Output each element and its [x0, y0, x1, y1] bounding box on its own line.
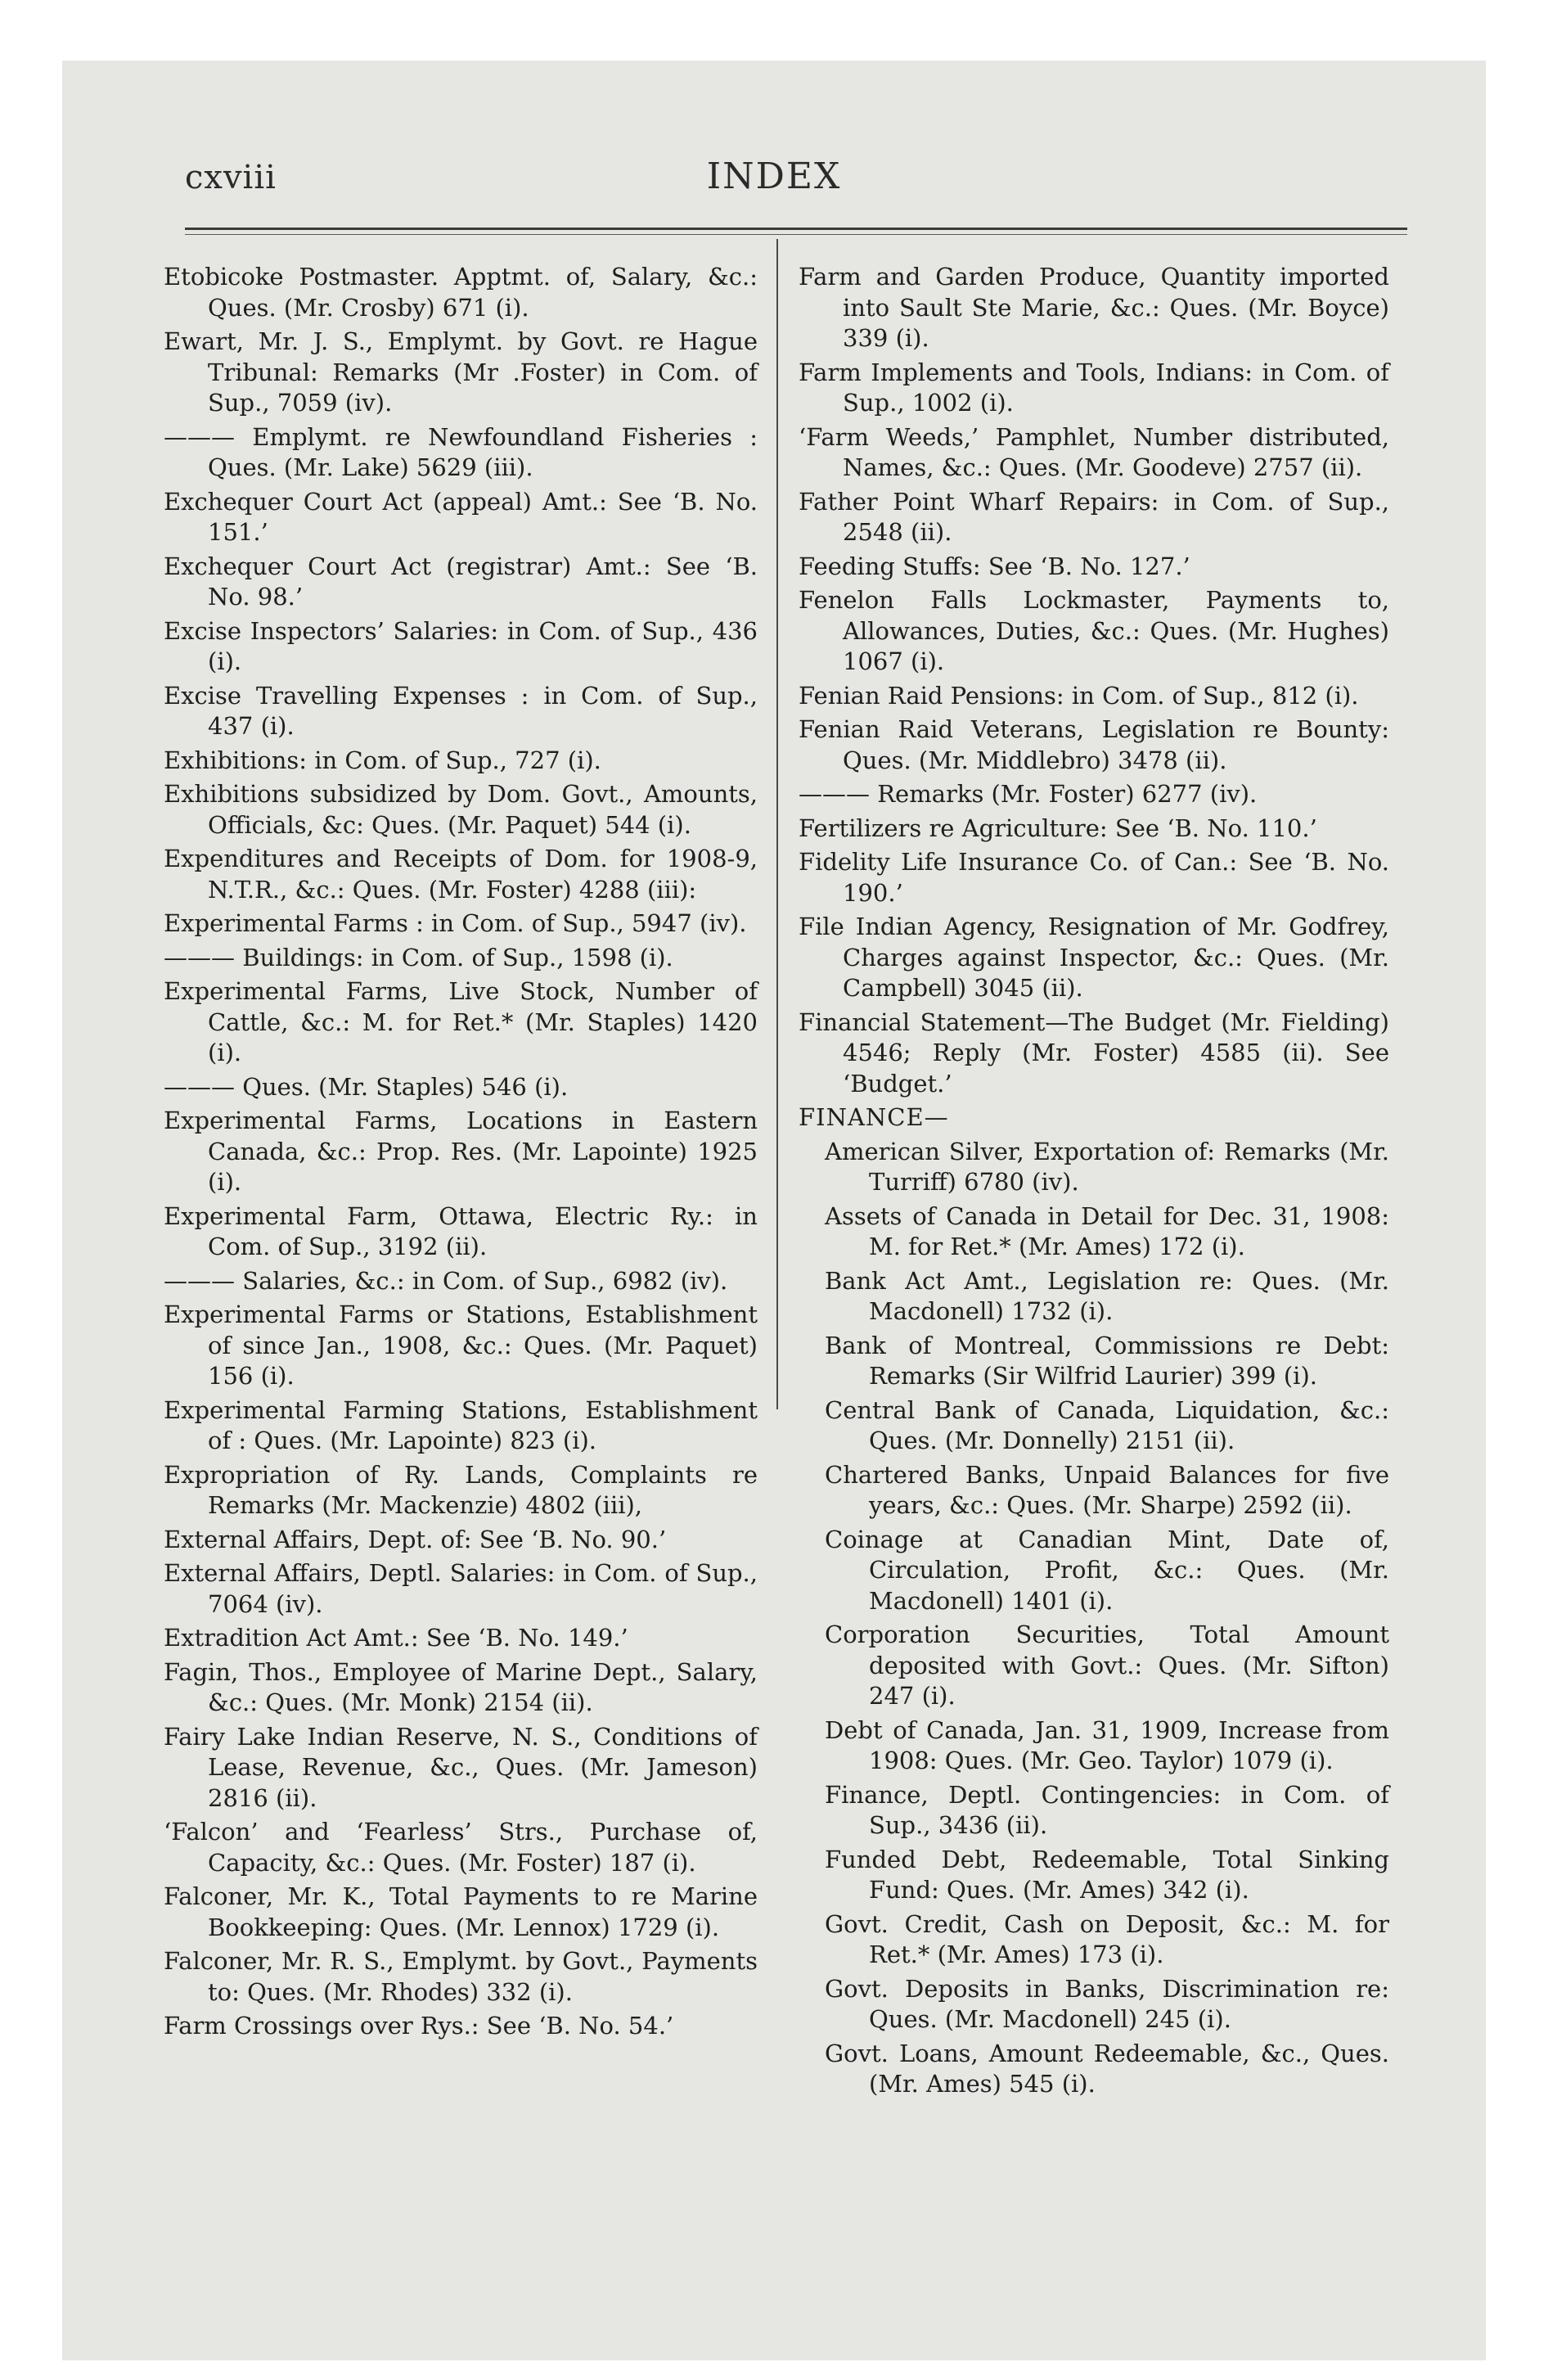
index-entry: Farm Crossings over Rys.: See ‘B. No. 54.’ — [164, 2012, 674, 2040]
finance-subentry: American Silver, Exportation of: Remarks (Mr. Turriff) 6780 (iv). — [825, 1137, 1389, 1196]
index-entry: Fenelon Falls Lockmaster, Payments to, Allowances, Duties, &c.: Ques. (Mr. Hughes) 1067 (i). — [799, 586, 1389, 675]
index-entry: Falconer, Mr. K., Total Payments to re Marine Bookkeeping: Ques. (Mr. Lennox) 1729 (i). — [164, 1882, 758, 1941]
section-heading-finance: FINANCE— — [799, 1103, 949, 1131]
finance-subentry: Debt of Canada, Jan. 31, 1909, Increase from 1908: Ques. (Mr. Geo. Taylor) 1079 (i). — [825, 1715, 1389, 1774]
index-entry: Farm and Garden Produce, Quantity imported into Sault Ste Marie, &c.: Ques. (Mr. Boyce) 339 (i). — [799, 263, 1389, 352]
finance-subentry: Funded Debt, Redeemable, Total Sinking Fund: Ques. (Mr. Ames) 342 (i). — [825, 1845, 1389, 1904]
running-head — [62, 61, 1486, 232]
index-entry: ——— Emplymt. re Newfoundland Fisheries : Ques. (Mr. Lake) 5629 (iii). — [164, 422, 758, 481]
index-entry: Excise Travelling Expenses : in Com. of Sup., 437 (i). — [164, 681, 758, 740]
index-entry: ——— Remarks (Mr. Foster) 6277 (iv). — [799, 780, 1258, 808]
index-entry: Fidelity Life Insurance Co. of Can.: See ‘B. No. 190.’ — [799, 848, 1389, 907]
book-page — [62, 61, 1486, 2360]
index-entry: ——— Salaries, &c.: in Com. of Sup., 6982 (iv). — [164, 1266, 728, 1295]
page-number: cxviii — [185, 159, 277, 196]
index-entry: Expenditures and Receipts of Dom. for 1908-9, N.T.R., &c.: Ques. (Mr. Foster) 4288 (iii): — [164, 845, 758, 904]
index-entry: Fenian Raid Veterans, Legislation re Bounty: Ques. (Mr. Middlebro) 3478 (ii). — [799, 715, 1389, 774]
index-entry: Ewart, Mr. J. S., Emplymt. by Govt. re Hague Tribunal: Remarks (Mr .Foster) in Com. of Sup., 7059 (iv). — [164, 327, 758, 417]
index-entry: Exchequer Court Act (appeal) Amt.: See ‘B. No. 151.’ — [164, 487, 758, 546]
index-entry: Experimental Farms or Stations, Establishment of since Jan., 1908, &c.: Ques. (Mr. Paquet) 156 (i). — [164, 1300, 758, 1390]
index-entry: Etobicoke Postmaster. Apptmt. of, Salary, &c.: Ques. (Mr. Crosby) 671 (i). — [164, 263, 758, 322]
finance-subentry: Bank of Montreal, Commissions re Debt: Remarks (Sir Wilfrid Laurier) 399 (i). — [825, 1331, 1389, 1390]
index-entry: Experimental Farms, Live Stock, Number of Cattle, &c.: M. for Ret.* (Mr. Staples) 1420 (i). — [164, 977, 758, 1066]
finance-subentry: Govt. Credit, Cash on Deposit, &c.: M. for Ret.* (Mr. Ames) 173 (i). — [825, 1909, 1389, 1968]
left-column — [164, 262, 758, 2045]
finance-subentry: Central Bank of Canada, Liquidation, &c.: Ques. (Mr. Donnelly) 2151 (ii). — [825, 1395, 1389, 1454]
column-divider — [776, 239, 778, 1409]
index-entry: Experimental Farming Stations, Establishment of : Ques. (Mr. Lapointe) 823 (i). — [164, 1395, 758, 1454]
index-entry: Farm Implements and Tools, Indians: in Com. of Sup., 1002 (i). — [799, 358, 1389, 417]
index-entry: Experimental Farms, Locations in Eastern Canada, &c.: Prop. Res. (Mr. Lapointe) 1925 (i). — [164, 1107, 758, 1196]
index-entry: Fairy Lake Indian Reserve, N. S., Conditions of Lease, Revenue, &c., Ques. (Mr. Jameson) 2816 (ii). — [164, 1722, 758, 1812]
index-entry: Fertilizers re Agriculture: See ‘B. No. 110.’ — [799, 814, 1317, 842]
header-rule-thin — [185, 234, 1407, 235]
index-entry: Feeding Stuffs: See ‘B. No. 127.’ — [799, 552, 1190, 580]
index-entry: ——— Ques. (Mr. Staples) 546 (i). — [164, 1072, 569, 1101]
index-entry: Financial Statement—The Budget (Mr. Fielding) 4546; Reply (Mr. Foster) 4585 (ii). See ‘Budget.’ — [799, 1007, 1389, 1098]
finance-subentry: Coinage at Canadian Mint, Date of, Circulation, Profit, &c.: Ques. (Mr. Macdonell) 1401 (i). — [825, 1525, 1389, 1615]
finance-subentry: Corporation Securities, Total Amount deposited with Govt.: Ques. (Mr. Sifton) 247 (i). — [825, 1620, 1389, 1710]
index-entry: ——— Buildings: in Com. of Sup., 1598 (i). — [164, 943, 673, 971]
finance-subentry: Finance, Deptl. Contingencies: in Com. of Sup., 3436 (ii). — [825, 1780, 1389, 1839]
index-entry: Experimental Farms : in Com. of Sup., 5947 (iv). — [164, 909, 747, 937]
finance-subentry: Assets of Canada in Detail for Dec. 31, 1908: M. for Ret.* (Mr. Ames) 172 (i). — [825, 1201, 1389, 1260]
index-entry: Experimental Farm, Ottawa, Electric Ry.: in Com. of Sup., 3192 (ii). — [164, 1201, 758, 1260]
page-title: INDEX — [706, 156, 842, 197]
index-entry: Exchequer Court Act (registrar) Amt.: See ‘B. No. 98.’ — [164, 552, 758, 611]
index-entry: Fagin, Thos., Employee of Marine Dept., Salary, &c.: Ques. (Mr. Monk) 2154 (ii). — [164, 1657, 758, 1716]
finance-subentry: Govt. Loans, Amount Redeemable, &c., Ques. (Mr. Ames) 545 (i). — [825, 2039, 1389, 2098]
index-entry: Exhibitions subsidized by Dom. Govt., Amounts, Officials, &c: Ques. (Mr. Paquet) 544 (i). — [164, 780, 758, 839]
index-entry: Falconer, Mr. R. S., Emplymt. by Govt., Payments to: Ques. (Mr. Rhodes) 332 (i). — [164, 1947, 758, 2006]
index-entry: Exhibitions: in Com. of Sup., 727 (i). — [164, 746, 601, 774]
index-entry: ‘Falcon’ and ‘Fearless’ Strs., Purchase of, Capacity, &c.: Ques. (Mr. Foster) 187 (i). — [164, 1818, 758, 1877]
index-entry: Extradition Act Amt.: See ‘B. No. 149.’ — [164, 1624, 628, 1652]
index-entry: ‘Farm Weeds,’ Pamphlet, Number distributed, Names, &c.: Ques. (Mr. Goodeve) 2757 (ii). — [799, 422, 1389, 481]
index-entry: Expropriation of Ry. Lands, Complaints re Remarks (Mr. Mackenzie) 4802 (iii), — [164, 1460, 758, 1519]
finance-subentry: Bank Act Amt., Legislation re: Ques. (Mr. Macdonell) 1732 (i). — [825, 1266, 1389, 1325]
index-entry: External Affairs, Deptl. Salaries: in Com. of Sup., 7064 (iv). — [164, 1559, 758, 1618]
index-entry: Fenian Raid Pensions: in Com. of Sup., 812 (i). — [799, 681, 1359, 710]
index-entry: Excise Inspectors’ Salaries: in Com. of Sup., 436 (i). — [164, 616, 758, 675]
index-entry: External Affairs, Dept. of: See ‘B. No. 90.’ — [164, 1525, 667, 1553]
index-entry: File Indian Agency, Resignation of Mr. Godfrey, Charges against Inspector, &c.: Ques. (Mr. Campbell) 3045 (ii). — [799, 913, 1389, 1002]
finance-subentry: Govt. Deposits in Banks, Discrimination re: Ques. (Mr. Macdonell) 245 (i). — [825, 1974, 1389, 2033]
right-column — [799, 262, 1389, 2103]
finance-subentry: Chartered Banks, Unpaid Balances for five years, &c.: Ques. (Mr. Sharpe) 2592 (ii). — [825, 1460, 1389, 1519]
header-rule — [185, 228, 1407, 230]
index-entry: Father Point Wharf Repairs: in Com. of Sup., 2548 (ii). — [799, 487, 1389, 546]
